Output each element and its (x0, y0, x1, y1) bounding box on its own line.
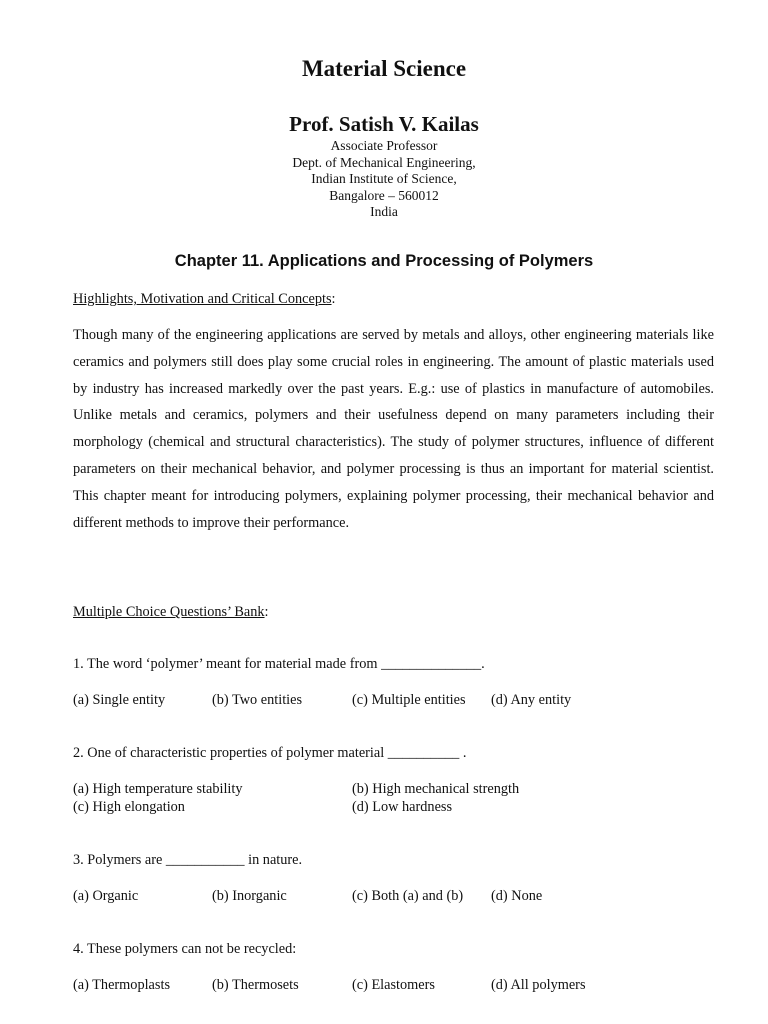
affiliation-position: Associate Professor (330, 138, 438, 153)
mcq-heading-colon: : (264, 604, 269, 620)
question-2-option-d: (d) Low hardness (352, 799, 453, 815)
question-3-option-b: (b) Inorganic (212, 888, 287, 904)
question-1-option-a: (a) Single entity (73, 692, 166, 708)
question-2-option-c: (c) High elongation (73, 799, 185, 815)
chapter-title: Chapter 11. Applications and Processing of Polymers (174, 252, 594, 270)
mcq-heading-text: Multiple Choice Questions’ Bank (73, 604, 265, 620)
question-4-option-a: (a) Thermoplasts (73, 977, 171, 993)
question-1-option-c: (c) Multiple entities (352, 692, 466, 708)
highlights-heading-colon: : (331, 291, 336, 307)
highlights-heading (73, 291, 336, 308)
affiliation-block (0, 138, 768, 221)
question-2-option-b: (b) High mechanical strength (352, 781, 520, 797)
question-3-option-a: (a) Organic (73, 888, 139, 904)
question-2: 2. One of characteristic properties of polymer material __________ . (73, 745, 467, 761)
question-4-option-c: (c) Elastomers (352, 977, 435, 993)
question-4-option-b: (b) Thermosets (212, 977, 299, 993)
affiliation-department: Dept. of Mechanical Engineering, (292, 154, 476, 170)
question-1-option-d: (d) Any entity (491, 692, 572, 708)
affiliation-institute: Indian Institute of Science, (311, 171, 457, 186)
mcq-heading (73, 604, 269, 621)
question-4-option-d: (d) All polymers (491, 977, 586, 993)
question-4: 4. These polymers can not be recycled: (73, 941, 297, 957)
question-1: 1. The word ‘polymer’ meant for material made from ______________. (73, 656, 485, 672)
document-title: Material Science (301, 56, 467, 81)
affiliation-city: Bangalore – 560012 (329, 187, 439, 203)
author-name: Prof. Satish V. Kailas (289, 112, 479, 136)
question-1-option-b: (b) Two entities (212, 692, 303, 708)
question-2-option-a: (a) High temperature stability (73, 781, 243, 797)
question-3-option-c: (c) Both (a) and (b) (352, 888, 464, 904)
question-3: 3. Polymers are ___________ in nature. (73, 852, 303, 868)
question-3-option-d: (d) None (491, 888, 543, 904)
highlights-paragraph: Though many of the engineering applications are served by metals and alloys, other engineering materials like ceramics and polymers still does play some crucial roles in engineering. The amount of plastic materials used by industry has increased markedly over the past years. E.g.: use of plastics in manufacture of automobiles. Unlike metals and ceramics, polymers and their usefulness depend on many parameters including their morphology (chemical and structural characteristics). The study of polymer structures, influence of different parameters on their mechanical behavior, and polymer processing is thus an important for material scientist. This chapter meant for introducing polymers, explaining polymer processing, their mechanical behavior and different methods to improve their performance. (73, 327, 714, 531)
highlights-heading-text: Highlights, Motivation and Critical Concepts (73, 291, 332, 307)
affiliation-country: India (370, 204, 398, 219)
